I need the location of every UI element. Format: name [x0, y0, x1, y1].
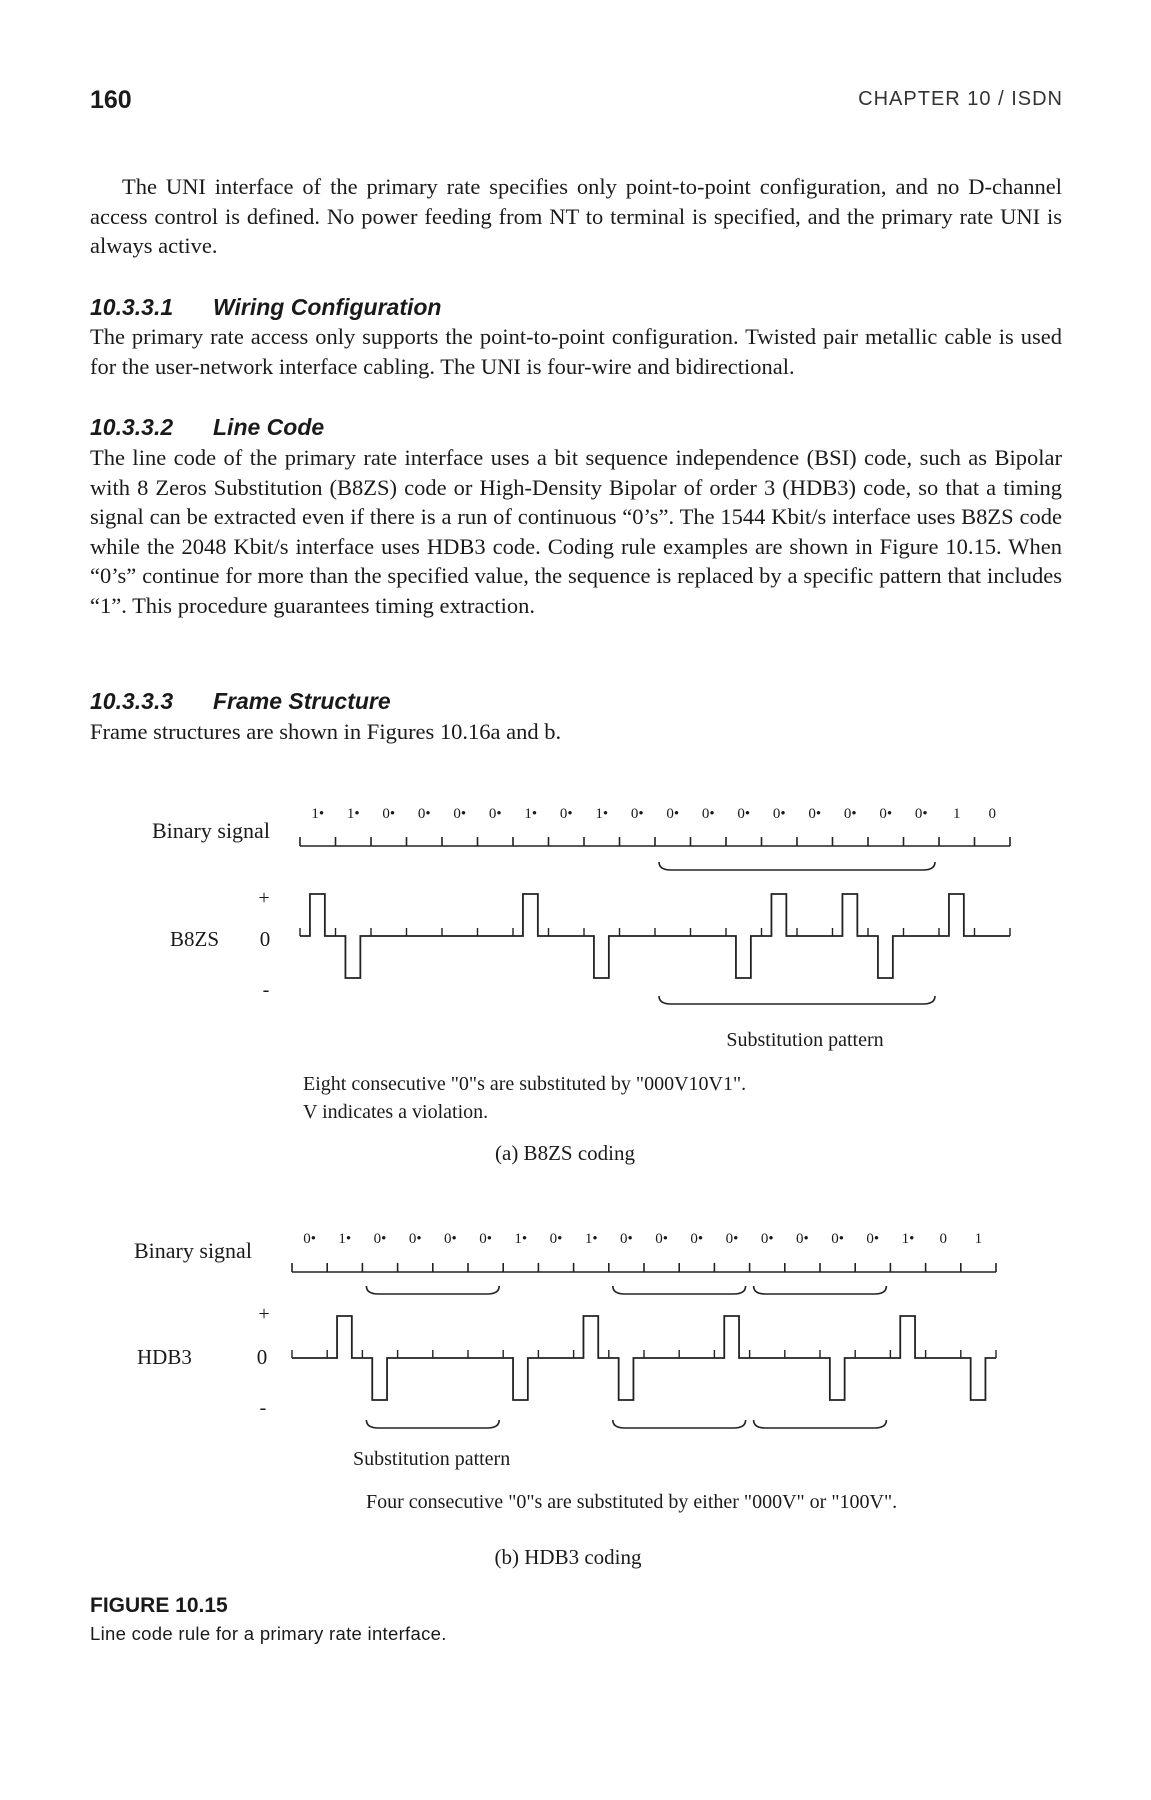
bit-label: 0•	[620, 1231, 633, 1247]
section-body-line-code: The line code of the primary rate interface uses a bit sequence independence (BSI) code, such as Bipolar with 8 Zeros Substitution (B8ZS) code or High-Density Bipolar of order 3 (HDB3) code, so that a timing signal can be extracted even if there is a run of continuous “0’s”. The 1544 Kbit/s interface uses B8ZS code while the 2048 Kbit/s interface uses HDB3 code. Coding rule examples are shown in Figure 10.15. When “0’s” continue for more than the specified value, the sequence is replaced by a specific pattern that includes “1”. This procedure guarantees timing extraction.	[90, 445, 1062, 618]
hdb3-waveform	[292, 1316, 996, 1400]
bit-label: 0•	[630, 806, 644, 822]
bit-label: 0•	[701, 806, 715, 822]
b8zs-note-line2: V indicates a violation.	[303, 1101, 489, 1123]
section-heading-frame	[90, 688, 391, 715]
bit-label: 0•	[760, 1231, 774, 1247]
bit-label: 1•	[901, 1231, 915, 1247]
bit-label: 0•	[772, 806, 786, 822]
bit-label: 0•	[417, 806, 431, 822]
minus-label-b: -	[259, 1397, 267, 1419]
code-label-a: B8ZS	[170, 927, 220, 951]
bit-label: 1•	[524, 806, 538, 822]
bit-label: 0•	[303, 1231, 316, 1247]
section-number: 10.3.3.1	[90, 294, 174, 320]
figure-caption: Line code rule for a primary rate interface.	[90, 1623, 447, 1644]
bit-label: 1•	[338, 1231, 352, 1247]
bit-label: 0	[939, 1231, 947, 1247]
section-title: Frame Structure	[213, 688, 391, 714]
bit-label: 1•	[595, 806, 609, 822]
figure-line-code	[0, 770, 1151, 1585]
bit-label: 0•	[373, 1231, 387, 1247]
bit-label: 0•	[737, 806, 751, 822]
section-heading-line-code	[90, 414, 324, 441]
plus-label-b: +	[258, 1303, 270, 1325]
bit-label: 1•	[584, 1231, 598, 1247]
bit-label: 0•	[549, 1231, 563, 1247]
bit-label: 0•	[843, 806, 857, 822]
binary-bits-b	[303, 1231, 982, 1247]
substitution-label-b: Substitution pattern	[353, 1448, 511, 1470]
substitution-brace	[613, 1286, 746, 1294]
bit-label: 1•	[346, 806, 360, 822]
section-body-wiring: The primary rate access only supports the point-to-point configuration. Twisted pair metallic cable is used for the user-network interface cabling. The UNI is four-wire and bidirectional.	[90, 324, 1062, 379]
bit-label: 0•	[488, 806, 502, 822]
substitution-brace	[659, 996, 935, 1004]
bit-label: 0•	[666, 806, 680, 822]
bit-label: 0•	[831, 1231, 844, 1247]
plus-label-a: +	[258, 887, 270, 909]
bit-label: 1	[974, 1231, 983, 1247]
substitution-brace	[366, 1420, 499, 1428]
zero-label-a: 0	[259, 927, 271, 951]
section-title: Wiring Configuration	[213, 294, 442, 320]
bit-label: 0•	[408, 1231, 422, 1247]
signal-path	[300, 894, 1010, 978]
bit-label: 1	[953, 806, 961, 822]
bit-label: 0•	[866, 1231, 880, 1247]
bit-label: 0•	[796, 1231, 809, 1247]
bit-label: 0	[988, 806, 996, 822]
figure-label: FIGURE 10.15	[90, 1594, 228, 1617]
substitution-brace	[613, 1420, 746, 1428]
minus-label-a: -	[262, 979, 270, 1001]
subcaption-b: (b) HDB3 coding	[494, 1545, 642, 1569]
b8zs-note-line1: Eight consecutive "0"s are substituted by "000V10V1".	[303, 1073, 747, 1095]
bit-label: 0•	[690, 1231, 704, 1247]
bit-label: 0•	[655, 1231, 668, 1247]
binary-signal-label-b: Binary signal	[134, 1238, 252, 1263]
bit-label: 1•	[514, 1231, 528, 1247]
substitution-braces-b	[366, 1286, 886, 1428]
hdb3-note: Four consecutive "0"s are substituted by either "000V" or "100V".	[366, 1491, 898, 1513]
binary-signal-label-a: Binary signal	[152, 818, 270, 843]
section-number: 10.3.3.2	[90, 414, 174, 440]
binary-bits-a	[311, 806, 996, 822]
running-head: CHAPTER 10 / ISDN	[858, 88, 1063, 110]
intro-paragraph: The UNI interface of the primary rate specifies only point-to-point configuration, and no D-channel access control is defined. No power feeding from NT to terminal is specified, and the primary rate UNI is always active.	[90, 174, 1062, 258]
section-title: Line Code	[213, 414, 325, 440]
signal-path	[292, 1316, 996, 1400]
section-body-frame: Frame structures are shown in Figures 10.16a and b.	[90, 719, 562, 744]
bit-label: 0•	[382, 806, 396, 822]
substitution-brace	[659, 862, 935, 870]
bit-label: 0•	[444, 1231, 457, 1247]
substitution-brace	[366, 1286, 499, 1294]
binary-ticks-a	[300, 837, 1010, 846]
bit-label: 1•	[311, 806, 325, 822]
section-heading-wiring	[90, 294, 441, 321]
substitution-brace	[754, 1286, 887, 1294]
zero-label-b: 0	[256, 1345, 268, 1369]
bit-label: 0•	[879, 806, 893, 822]
bit-label: 0•	[725, 1231, 739, 1247]
bit-label: 0•	[808, 806, 822, 822]
subcaption-a: (a) B8ZS coding	[495, 1141, 635, 1165]
b8zs-waveform	[300, 894, 1010, 978]
code-label-b: HDB3	[137, 1345, 192, 1369]
bit-label: 0•	[479, 1231, 492, 1247]
bit-label: 0•	[453, 806, 467, 822]
substitution-label-a: Substitution pattern	[726, 1029, 884, 1051]
substitution-brace	[754, 1420, 887, 1428]
binary-ticks-b	[292, 1263, 996, 1272]
section-number: 10.3.3.3	[90, 688, 174, 714]
bit-label: 0•	[559, 806, 573, 822]
page-number: 160	[90, 86, 132, 114]
bit-label: 0•	[914, 806, 928, 822]
